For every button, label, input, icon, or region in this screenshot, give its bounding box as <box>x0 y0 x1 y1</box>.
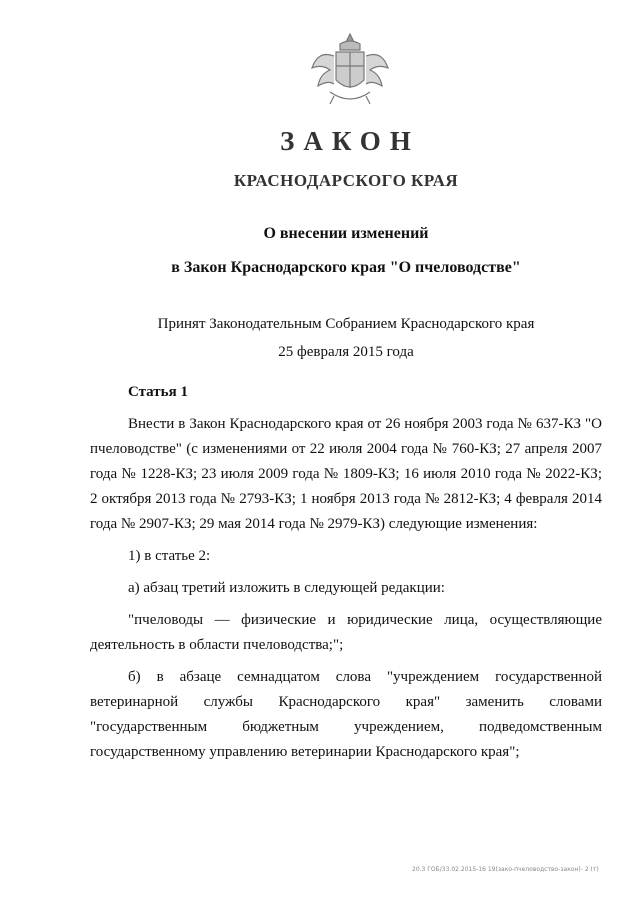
document-subtitle: КРАСНОДАРСКОГО КРАЯ <box>233 171 459 190</box>
document-title: ЗАКОН <box>280 126 420 156</box>
article-paragraph: Внести в Закон Краснодарского края от 26 ноября 2003 года № 637-КЗ "О пчеловодстве" (с изменениями от 22 июля 2004 года № 760-КЗ; 27 апреля 2007 года № 1228-КЗ; 23 июля 2009 года № 1809-КЗ; 16 июля 2010 года № 2022-КЗ; 2 октября 2013 года № 2793-КЗ; 1 ноября 2013 года № 2812-КЗ; 4 февраля 2014 года № 2907-КЗ; 29 мая 2014 года № 2979-КЗ) следующие изменения: <box>90 416 602 532</box>
article-title: Статья 1 <box>128 384 188 400</box>
article-paragraph: б) в абзаце семнадцатом слова "учреждением государственной ветеринарной службы Краснодарского края" заменить словами "государственным бюджетным учреждением, подведомственным государственному управлению ветеринарии Краснодарского края"; <box>90 669 602 760</box>
article-paragraph: 1) в статье 2: <box>128 548 211 564</box>
footer-code: 20.3 ГОБ/33.02.2015-16 19(зако-пчеловодство-закон)- 2 (т) <box>412 866 599 873</box>
article-paragraph: а) абзац третий изложить в следующей редакции: <box>128 580 445 596</box>
law-heading-line-1: О внесении изменений <box>263 225 429 242</box>
article-paragraph: "пчеловоды — физические и юридические лица, осуществляющие деятельность в области пчеловодства;"; <box>90 612 602 653</box>
law-heading-line-2: в Закон Краснодарского края "О пчеловодстве" <box>171 259 521 276</box>
article-body <box>90 412 602 765</box>
coat-of-arms-icon <box>300 28 400 110</box>
adoption-date: 25 февраля 2015 года <box>278 344 414 360</box>
adoption-statement: Принят Законодательным Собранием Краснодарского края <box>157 316 535 332</box>
